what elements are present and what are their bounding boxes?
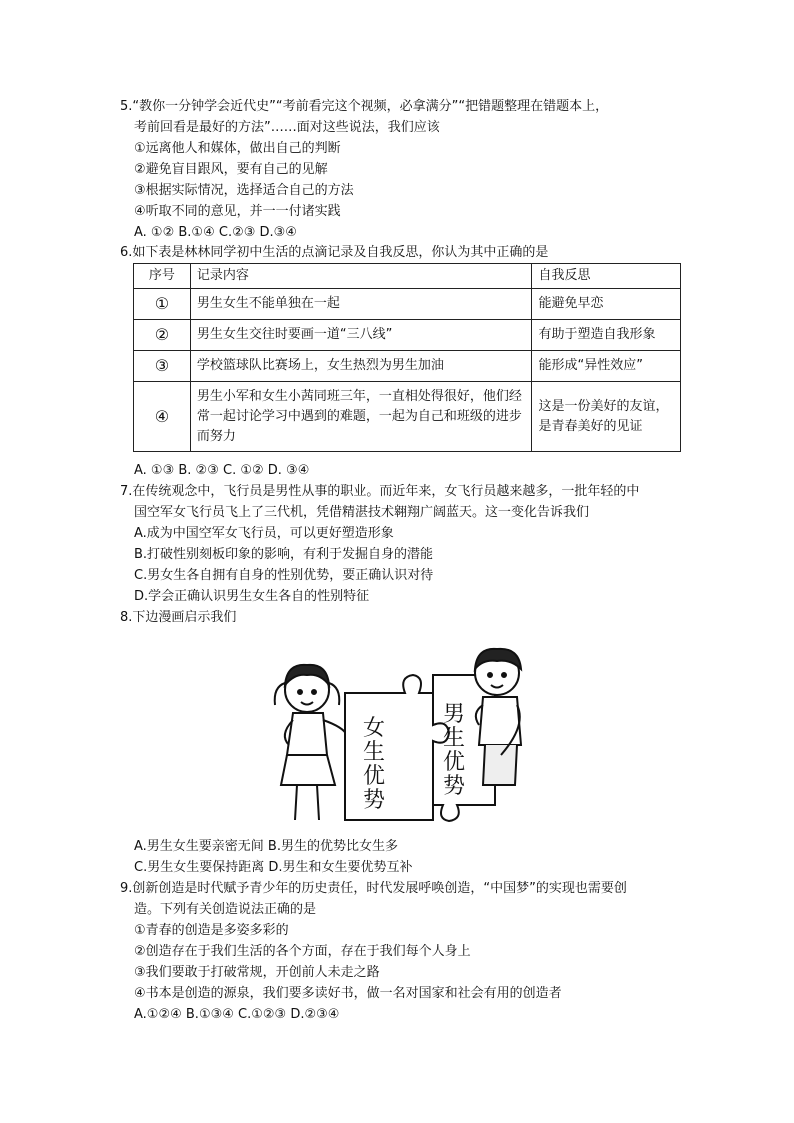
q7-option-a: A.成为中国空军女飞行员，可以更好塑造形象 (134, 526, 394, 541)
q7-option-d: D.学会正确认识男生女生各自的性别特征 (134, 589, 370, 604)
puzzle-left-char-1: 女 (363, 716, 386, 741)
table-row (134, 382, 681, 452)
row-num: ① (134, 289, 191, 320)
q5-item-2: ②避免盲目跟风，要有自己的见解 (134, 162, 328, 177)
header-reflection: 自我反思 (532, 264, 681, 289)
q7-option-c: C.男女生各自拥有自身的性别优势，要正确认识对待 (134, 568, 434, 583)
q8-stem: 8.下边漫画启示我们 (120, 610, 237, 625)
header-num: 序号 (134, 264, 191, 289)
girl-figure (275, 665, 347, 820)
q9-stem-line1: 9.创新创造是时代赋予青少年的历史责任，时代发展呼唤创造，“中国梦”的实现也需要创 (120, 881, 627, 896)
table-row (134, 320, 681, 351)
q5-stem-line1: 5.“教你一分钟学会近代史”“考前看完这个视频，必拿满分”“把错题整理在错题本上， (120, 99, 609, 114)
row-num: ③ (134, 351, 191, 382)
row-reflection: 能避免早恋 (532, 289, 681, 320)
q5-item-1: ①远离他人和媒体，做出自己的判断 (134, 141, 341, 156)
q5-item-4: ④听取不同的意见，并一一付诸实践 (134, 204, 341, 219)
row-num: ④ (134, 382, 191, 452)
q9-item-4: ④书本是创造的源泉，我们要多读好书，做一名对国家和社会有用的创造者 (134, 986, 562, 1001)
q9-options: A.①②④ B.①③④ C.①②③ D.②③④ (134, 1007, 340, 1022)
puzzle-right-char-4: 势 (443, 774, 466, 799)
q5-options: A. ①② B.①④ C.②③ D.③④ (134, 225, 297, 240)
q5-item-3: ③根据实际情况，选择适合自己的方法 (134, 183, 354, 198)
puzzle-left-char-2: 生 (363, 740, 386, 765)
puzzle-left-char-4: 势 (363, 788, 386, 813)
q9-item-1: ①青春的创造是多姿多彩的 (134, 923, 289, 938)
row-record: 男生女生交往时要画一道“三八线” (190, 320, 532, 351)
table-row (134, 351, 681, 382)
header-record: 记录内容 (190, 264, 532, 289)
q7-stem-line1: 7.在传统观念中，飞行员是男性从事的职业。而近年来，女飞行员越来越多，一批年轻的中 (120, 484, 640, 499)
table-header-row (134, 264, 681, 289)
row-num: ② (134, 320, 191, 351)
table-row (134, 289, 681, 320)
row-record: 男生女生不能单独在一起 (190, 289, 532, 320)
puzzle-right-char-3: 优 (443, 750, 466, 775)
q9-item-3: ③我们要敢于打破常规，开创前人未走之路 (134, 965, 380, 980)
puzzle-left-char-3: 优 (363, 764, 386, 789)
row-record: 男生小军和女生小茜同班三年，一直相处得很好，他们经常一起讨论学习中遇到的难题，一起为自己和班级的进步而努力 (190, 382, 532, 452)
reflection-table (133, 263, 681, 452)
q9-item-2: ②创造存在于我们生活的各个方面，存在于我们每个人身上 (134, 944, 471, 959)
q7-stem-line2: 国空军女飞行员飞上了三代机，凭借精湛技术翱翔广阔蓝天。这一变化告诉我们 (134, 505, 590, 520)
cartoon-illustration (265, 635, 527, 830)
q7-option-b: B.打破性别刻板印象的影响，有利于发掘自身的潜能 (134, 547, 434, 562)
row-reflection: 能形成“异性效应” (532, 351, 681, 382)
row-record: 学校篮球队比赛场上，女生热烈为男生加油 (190, 351, 532, 382)
q6-options: A. ①③ B. ②③ C. ①② D. ③④ (134, 463, 310, 478)
q6-stem: 6.如下表是林林同学初中生活的点滴记录及自我反思，你认为其中正确的是 (120, 245, 549, 260)
row-reflection: 有助于塑造自我形象 (532, 320, 681, 351)
q5-stem-line2: 考前回看是最好的方法”……面对这些说法，我们应该 (134, 120, 440, 135)
q9-stem-line2: 造。下列有关创造说法正确的是 (134, 902, 317, 917)
puzzle-right-char-2: 生 (443, 726, 466, 751)
q8-options-line2: C.男生女生要保持距离 D.男生和女生要优势互补 (134, 860, 413, 875)
puzzle-right-char-1: 男 (443, 702, 466, 727)
row-reflection: 这是一份美好的友谊，是青春美好的见证 (532, 382, 681, 452)
q8-options-line1: A.男生女生要亲密无间 B.男生的优势比女生多 (134, 839, 398, 854)
